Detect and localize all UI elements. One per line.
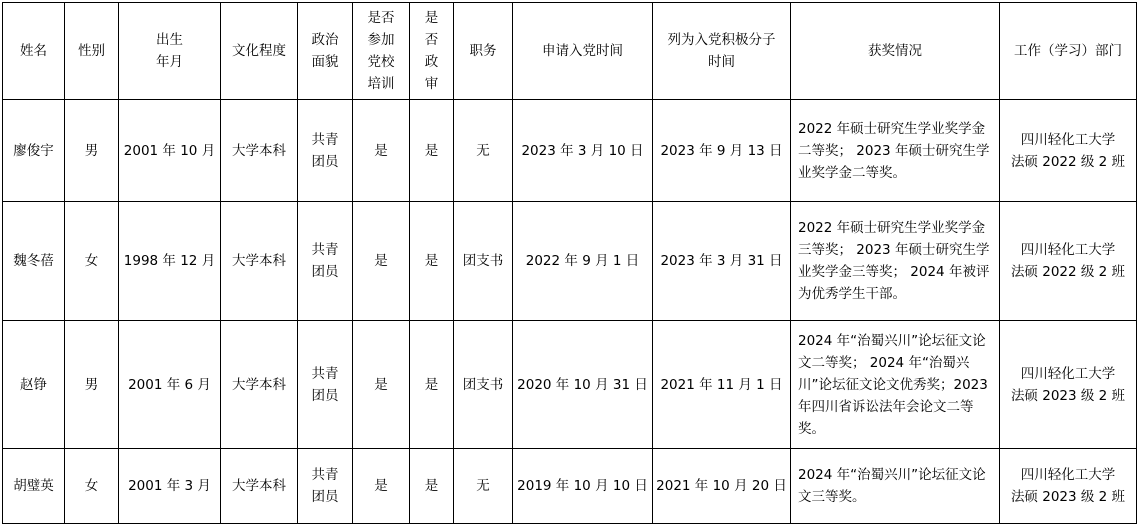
cell-activist-date: 2021 年 11 月 1 日 <box>653 321 791 449</box>
cell-party-school: 是 <box>353 321 410 449</box>
cell-position: 无 <box>454 449 513 524</box>
cell-awards: 2022 年硕士研究生学业奖学金二等奖； 2023 年硕士研究生学业奖学金二等奖。 <box>791 100 1000 202</box>
cell-birth: 1998 年 12 月 <box>119 202 221 321</box>
cell-education: 大学本科 <box>221 449 298 524</box>
cell-unit: 四川轻化工大学 法硕 2023 级 2 班 <box>1000 321 1137 449</box>
cell-activist-date: 2021 年 10 月 20 日 <box>653 449 791 524</box>
column-header-apply-date: 申请入党时间 <box>513 3 653 100</box>
cell-name: 廖俊宇 <box>3 100 65 202</box>
cell-gender: 女 <box>65 202 119 321</box>
cell-party-school: 是 <box>353 449 410 524</box>
cell-political-status: 共青 团员 <box>298 100 353 202</box>
cell-unit: 四川轻化工大学 法硕 2022 级 2 班 <box>1000 100 1137 202</box>
cell-apply-date: 2023 年 3 月 10 日 <box>513 100 653 202</box>
cell-name: 魏冬蓓 <box>3 202 65 321</box>
cell-unit: 四川轻化工大学 法硕 2022 级 2 班 <box>1000 202 1137 321</box>
cell-position: 无 <box>454 100 513 202</box>
cell-activist-date: 2023 年 3 月 31 日 <box>653 202 791 321</box>
column-header-education: 文化程度 <box>221 3 298 100</box>
table-row <box>3 100 1137 202</box>
cell-birth: 2001 年 10 月 <box>119 100 221 202</box>
cell-political-review: 是 <box>410 100 454 202</box>
cell-gender: 男 <box>65 100 119 202</box>
cell-apply-date: 2022 年 9 月 1 日 <box>513 202 653 321</box>
header-row <box>3 3 1137 100</box>
column-header-activist-date: 列为入党积极分子 时间 <box>653 3 791 100</box>
cell-education: 大学本科 <box>221 321 298 449</box>
cell-unit: 四川轻化工大学 法硕 2023 级 2 班 <box>1000 449 1137 524</box>
table-row <box>3 321 1137 449</box>
table-row <box>3 449 1137 524</box>
cell-apply-date: 2020 年 10 月 31 日 <box>513 321 653 449</box>
column-header-gender: 性别 <box>65 3 119 100</box>
column-header-birth: 出生 年月 <box>119 3 221 100</box>
column-header-political-status: 政治 面貌 <box>298 3 353 100</box>
column-header-political-review: 是 否 政 审 <box>410 3 454 100</box>
cell-awards: 2022 年硕士研究生学业奖学金三等奖； 2023 年硕士研究生学业奖学金三等奖； 2024 年被评为优秀学生干部。 <box>791 202 1000 321</box>
cell-activist-date: 2023 年 9 月 13 日 <box>653 100 791 202</box>
cell-education: 大学本科 <box>221 202 298 321</box>
cell-political-status: 共青 团员 <box>298 321 353 449</box>
cell-position: 团支书 <box>454 321 513 449</box>
cell-birth: 2001 年 6 月 <box>119 321 221 449</box>
cell-political-review: 是 <box>410 321 454 449</box>
table-row <box>3 202 1137 321</box>
cell-political-status: 共青 团员 <box>298 202 353 321</box>
cell-gender: 男 <box>65 321 119 449</box>
column-header-position: 职务 <box>454 3 513 100</box>
applicant-roster-table <box>2 2 1137 524</box>
column-header-unit: 工作（学习）部门 <box>1000 3 1137 100</box>
cell-apply-date: 2019 年 10 月 10 日 <box>513 449 653 524</box>
cell-political-review: 是 <box>410 449 454 524</box>
cell-political-status: 共青 团员 <box>298 449 353 524</box>
column-header-party-school: 是否 参加 党校 培训 <box>353 3 410 100</box>
cell-name: 胡璧英 <box>3 449 65 524</box>
cell-name: 赵铮 <box>3 321 65 449</box>
cell-education: 大学本科 <box>221 100 298 202</box>
cell-awards: 2024 年“治蜀兴川”论坛征文论文三等奖。 <box>791 449 1000 524</box>
column-header-awards: 获奖情况 <box>791 3 1000 100</box>
cell-awards: 2024 年“治蜀兴川”论坛征文论文二等奖； 2024 年“治蜀兴川”论坛征文论文优秀奖；2023 年四川省诉讼法年会论文二等奖。 <box>791 321 1000 449</box>
cell-position: 团支书 <box>454 202 513 321</box>
cell-gender: 女 <box>65 449 119 524</box>
cell-political-review: 是 <box>410 202 454 321</box>
cell-party-school: 是 <box>353 100 410 202</box>
column-header-name: 姓名 <box>3 3 65 100</box>
cell-party-school: 是 <box>353 202 410 321</box>
cell-birth: 2001 年 3 月 <box>119 449 221 524</box>
